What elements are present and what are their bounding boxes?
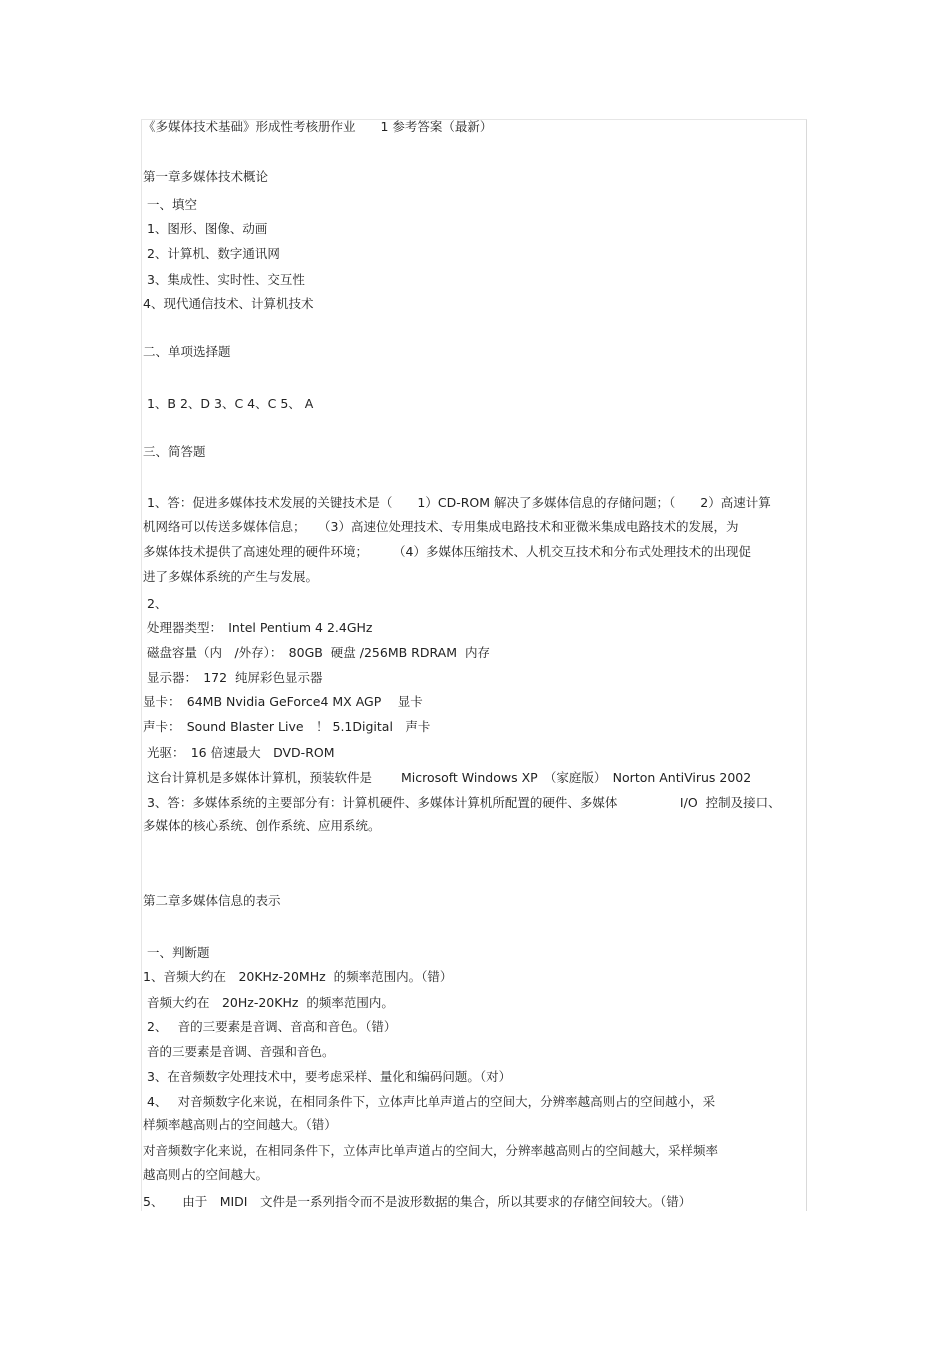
document-title: 《多媒体技术基础》形成性考核册作业 1 参考答案（最新） [143,119,493,134]
true-false-line: 1、音频大约在 20KHz-20MHz 的频率范围内。（错） [143,969,453,984]
short-answer-q3-line: 多媒体的核心系统、创作系统、应用系统。 [143,818,381,833]
short-answer-q2-line: 磁盘容量（内 /外存）： 80GB 硬盘 /256MB RDRAM 内存 [143,645,490,660]
short-answer-q2-line: 这台计算机是多媒体计算机，预装软件是 Microsoft Windows XP （家庭版） Norton AntiVirus 2002 [143,770,752,785]
true-false-line: 5、 由于 MIDI 文件是一系列指令而不是波形数据的集合，所以其要求的存储空间较大。（错） [143,1194,692,1209]
true-false-line: 对音频数字化来说，在相同条件下，立体声比单声道占的空间大，分辨率越高则占的空间越大，采样频率 [143,1143,719,1158]
true-false-line: 越高则占的空间越大。 [143,1167,269,1182]
short-answer-q2-line: 2、 [143,596,168,611]
true-false-line: 3、在音频数字处理技术中，要考虑采样、量化和编码问题。（对） [143,1069,512,1084]
fill-blank-item: 4、现代通信技术、计算机技术 [143,296,314,311]
short-answer-q3-line: 3、答：多媒体系统的主要部分有：计算机硬件、多媒体计算机所配置的硬件、多媒体 I/O 控制及接口、 [143,795,781,810]
true-false-heading: 一、判断题 [143,945,210,960]
single-choice-heading: 二、单项选择题 [143,344,231,359]
short-answer-q2-line: 显示器： 172 纯屏彩色显示器 [143,670,323,685]
fill-blank-item: 3、集成性、实时性、交互性 [143,272,305,287]
true-false-line: 样频率越高则占的空间越大。（错） [143,1117,337,1132]
true-false-line: 2、 音的三要素是音调、音高和音色。（错） [143,1019,397,1034]
short-answer-heading: 三、简答题 [143,444,206,459]
fill-blank-item: 2、计算机、数字通讯网 [143,246,280,261]
short-answer-q2-line: 处理器类型： Intel Pentium 4 2.4GHz [143,620,373,635]
fill-blank-item: 1、图形、图像、动画 [143,221,268,236]
short-answer-q2-line: 声卡： Sound Blaster Live ！ 5.1Digital 声卡 [143,719,431,734]
true-false-line: 4、 对音频数字化来说，在相同条件下，立体声比单声道占的空间大，分辨率越高则占的空间越小，采 [143,1094,716,1109]
chapter2-heading: 第二章多媒体信息的表示 [143,893,281,908]
fill-blank-heading: 一、填空 [143,197,197,212]
short-answer-q1-line: 多媒体技术提供了高速处理的硬件环境； （4）多媒体压缩技术、人机交互技术和分布式处理技术的出现促 [143,544,751,559]
short-answer-q1-line: 机网络可以传送多媒体信息； （3）高速位处理技术、专用集成电路技术和亚微米集成电路技术的发展，为 [143,519,739,534]
short-answer-q2-line: 显卡： 64MB Nvidia GeForce4 MX AGP 显卡 [143,694,423,709]
true-false-line: 音频大约在 20Hz-20KHz 的频率范围内。 [143,995,394,1010]
short-answer-q2-line: 光驱： 16 倍速最大 DVD-ROM [143,745,335,760]
short-answer-q1-line: 进了多媒体系统的产生与发展。 [143,569,319,584]
chapter1-heading: 第一章多媒体技术概论 [143,169,269,184]
single-choice-answers: 1、B 2、D 3、C 4、C 5、 A [143,396,314,411]
true-false-line: 音的三要素是音调、音强和音色。 [143,1044,335,1059]
short-answer-q1-line: 1、答：促进多媒体技术发展的关键技术是（ 1）CD-ROM 解决了多媒体信息的存储问题；（ 2）高速计算 [143,495,771,510]
